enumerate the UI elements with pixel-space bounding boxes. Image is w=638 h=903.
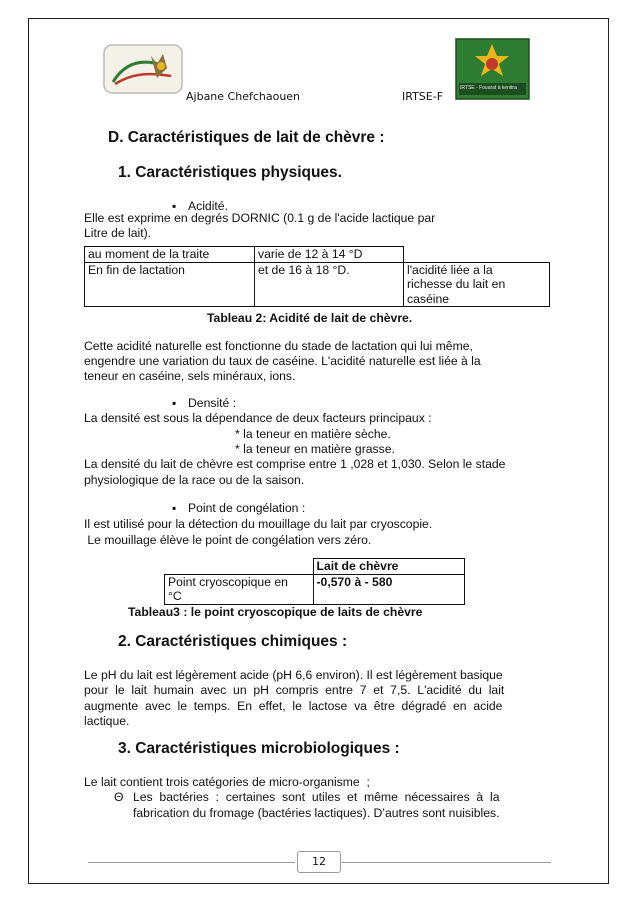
note-line: caséine (407, 291, 450, 306)
table-cell: et de 16 à 18 °D. (255, 262, 404, 307)
page-number: 12 (312, 855, 326, 868)
row-label-line: Point cryoscopique en (168, 574, 288, 589)
right-logo-caption: IRTSE - Fouarat à kenitra (460, 85, 517, 91)
table-header-cell: Lait de chèvre (313, 559, 465, 575)
freezing-line-2: Le mouillage élève le point de congélation vers zéro. (84, 533, 372, 547)
freezing-bullet: ▪ Point de congélation : (172, 501, 305, 516)
table-3-caption: Tableau3 : le point cryoscopique de laits de chèvre (128, 605, 423, 619)
microbiological-item-line-1: Les bactéries : certaines sont utiles et même nécessaires à la (133, 790, 500, 804)
acidity-paragraph-line-1: Cette acidité naturelle est fonctionne du stade de lactation qui lui même, (84, 339, 473, 353)
acidity-line-1: Elle est exprime en degrés DORNIC (0.1 g de l'acide lactique par (84, 211, 436, 225)
acidity-bullet: ▪ Acidité. (172, 199, 228, 214)
microbiological-intro: Le lait contient trois catégories de micro-organisme ; (84, 775, 370, 789)
acidity-paragraph-line-2: engendre une variation du taux de caséine. L'acidité naturelle est liée à la (84, 354, 481, 368)
acidity-paragraph-line-3: teneur en caséine, sels minéraux, ions. (84, 369, 296, 383)
header-right-org: IRTSE-F (402, 90, 444, 103)
acidity-line-2: Litre de lait). (84, 226, 152, 240)
chemical-line: Le pH du lait est légèrement acide (pH 6,6 environ). Il est légèrement basique (84, 668, 503, 682)
table-row (165, 574, 465, 604)
section-title: D. Caractéristiques de lait de chèvre : (108, 129, 385, 146)
chemical-line: augmente avec le temps. En effet, le lactose va être dégradé en acide (84, 698, 503, 713)
footer-rule-left (88, 862, 295, 863)
chemical-paragraph (84, 668, 546, 730)
table-cell: -0,570 à - 580 (313, 574, 465, 604)
chemical-line: lactique. (84, 714, 130, 729)
microbiological-item-line-2: fabrication du fromage (bactéries lactiques). D’autres sont nuisibles. (133, 806, 500, 820)
note-line: l'acidité liée a la (407, 262, 493, 277)
header-left-org: Ajbane Chefchaouen (186, 90, 301, 103)
table-cell: varie de 12 à 14 °D (255, 247, 404, 263)
table-cell: au moment de la traite (85, 247, 255, 263)
table-row (85, 247, 550, 263)
density-intro: La densité est sous la dépendance de deux facteurs principaux : (84, 411, 432, 425)
chemical-line: pour le lait humain avec un pH compris entre 7 et 7,5. L'acidité du lait (84, 683, 505, 698)
table-cell: En fin de lactation (85, 262, 255, 307)
right-logo (455, 38, 530, 100)
note-line: richesse du lait en (407, 277, 506, 291)
chemical-title: 2. Caractéristiques chimiques : (118, 633, 348, 650)
table-cell-empty (165, 559, 314, 575)
freezing-table (164, 558, 465, 605)
physical-title: 1. Caractéristiques physiques. (118, 164, 342, 181)
table-2-caption: Tableau 2: Acidité de lait de chèvre. (207, 311, 413, 325)
microbiological-title: 3. Caractéristiques microbiologiques : (118, 740, 400, 757)
row-label-line: °C (168, 589, 182, 603)
density-bullet: ▪ Densité : (172, 396, 236, 411)
freezing-line-1: Il est utilisé pour la détection du mouillage du lait par cryoscopie. (84, 517, 433, 531)
left-logo (103, 44, 183, 94)
acidity-table (84, 246, 550, 307)
table-cell (165, 574, 314, 604)
microbiological-bullet-symbol: Θ (114, 790, 124, 804)
table-cell-note (404, 262, 550, 307)
density-factor-2: * la teneur en matière grasse. (235, 442, 395, 456)
table-row (85, 262, 550, 307)
table-cell-empty (404, 247, 550, 263)
page-number-box (297, 851, 341, 873)
table-row (165, 559, 465, 575)
density-paragraph-line-1: La densité du lait de chèvre est comprise entre 1 ,028 et 1,030. Selon le stade (84, 457, 506, 471)
density-factor-1: * la teneur en matière sèche. (235, 427, 391, 441)
footer-rule-right (342, 862, 551, 863)
density-paragraph-line-2: physiologique de la race ou de la saison. (84, 473, 305, 487)
